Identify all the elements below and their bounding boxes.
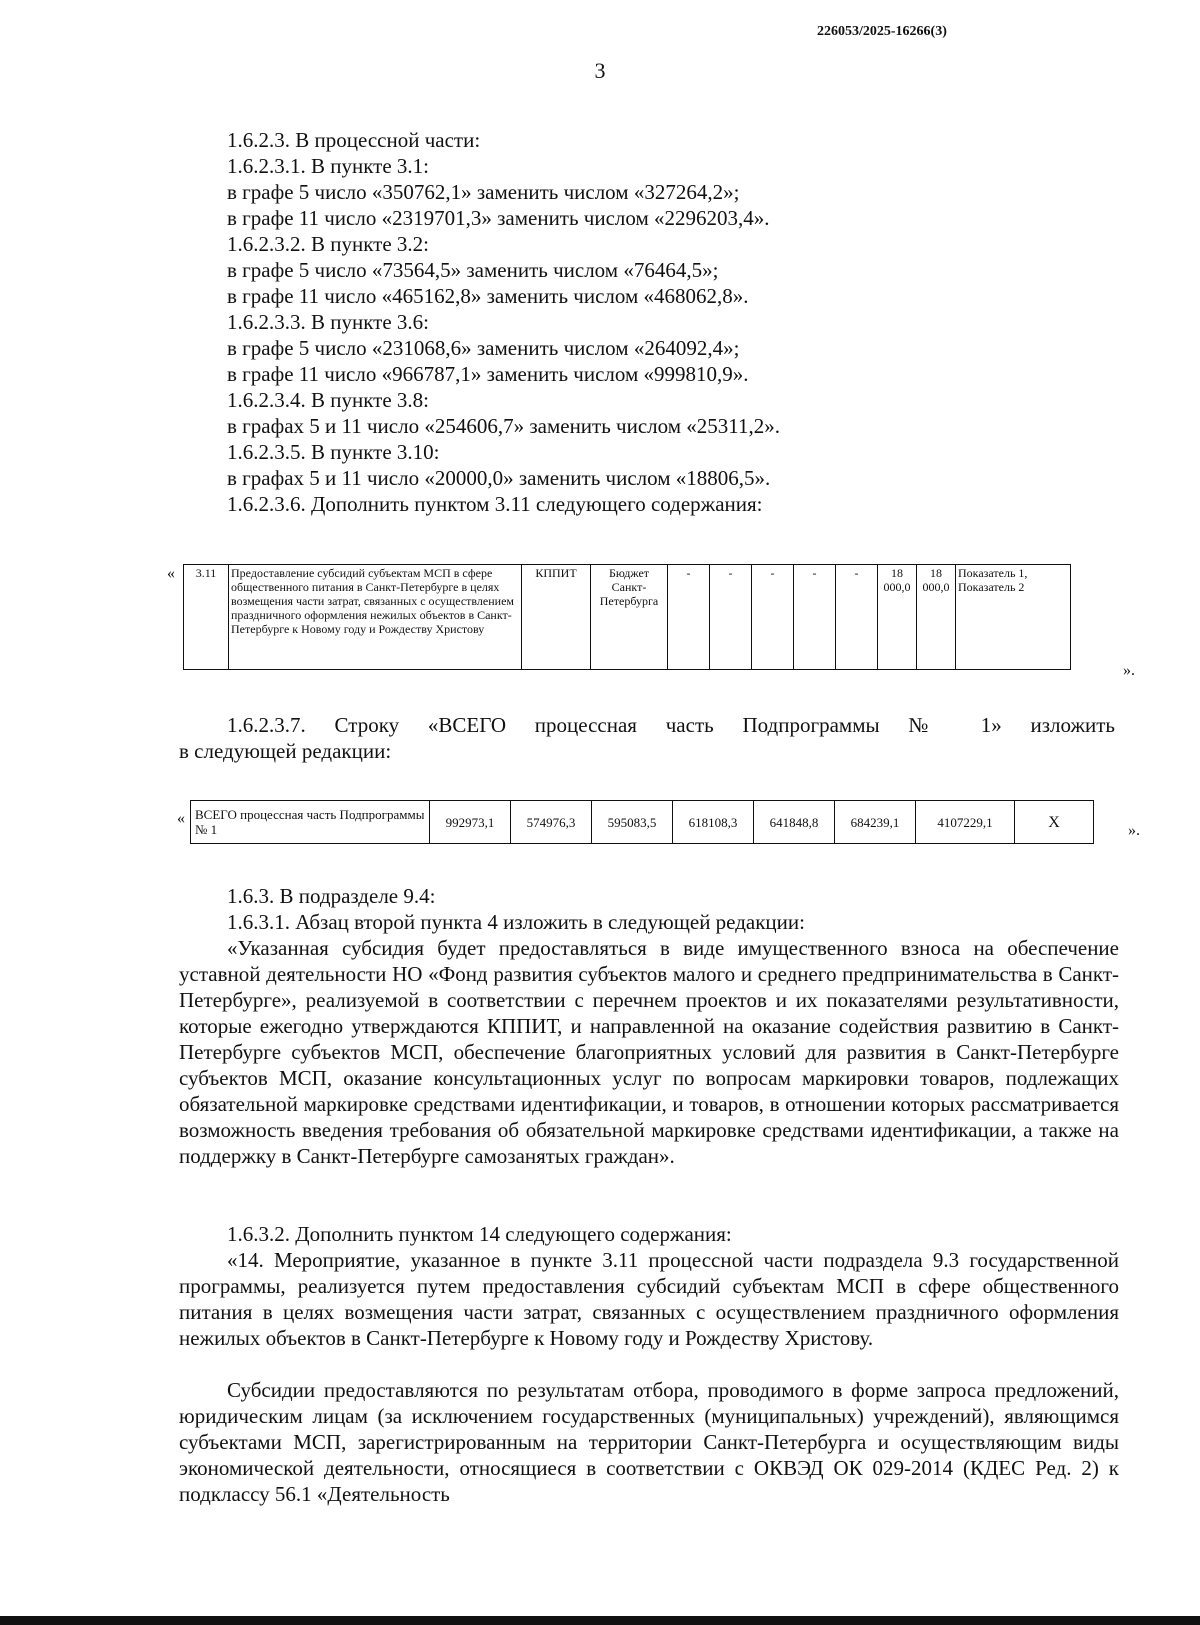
quoted-paragraph: «Указанная субсидия будет предоставляться в виде имущественного взноса на обеспечение уставной деятельности НО «Фонд развития субъектов малого и среднего предпринимательства в Санкт-Петербурге», реализуемой в соответствии с перечнем проектов и их показателями результативности, которые ежегодно утверждаются КППИТ, и направленной на оказание содействия развитию в Санкт-Петербурге субъектов МСП, обеспечение благоприятных условий для развития в Санкт-Петербурге субъектов МСП, оказание консультационных услуг по вопросам маркировки товаров, подлежащих обязательной маркировке средствами идентификации, и товаров, в отношении которых рассматривается возможность введения требования об обязательной маркировке средствами идентификации, а также на поддержку в Санкт-Петербурге самозанятых граждан». [179,936,1119,1168]
text-line: в графах 5 и 11 число «20000,0» заменить числом «18806,5». [227,466,771,490]
item-14-paragraph: «14. Мероприятие, указанное в пункте 3.11 процессной части подраздела 9.3 государственной программы, реализуется путем предоставления субсидий субъектам МСП в сфере общественного питания в целях возмещения части затрат, связанных с осуществлением праздничного оформления нежилых объектов в Санкт-Петербурге к Новому году и Рождеству Христову. [179,1248,1119,1350]
text-line: 1.6.2.3.1. В пункте 3.1: [227,154,429,178]
table-total-row [190,800,1094,844]
page-number: 3 [594,58,606,83]
text-line: 1.6.2.3.3. В пункте 3.6: [227,310,429,334]
table-cell: Х [1015,801,1094,844]
text-line: 1.6.2.3.7. Строку «ВСЕГО процессная часть Подпрограммы № 1» изложить [227,713,1115,737]
table-cell: - [836,565,878,670]
table-item-3-11 [183,564,1071,670]
text-line: 1.6.2.3.6. Дополнить пунктом 3.11 следующего содержания: [227,492,763,516]
table-row [191,801,1094,844]
table-cell: ВСЕГО процессная часть Подпрограммы № 1 [191,801,430,844]
text-line: 1.6.2.3.2. В пункте 3.2: [227,232,429,256]
table-cell: 4107229,1 [916,801,1015,844]
table-cell: 3.11 [184,565,229,670]
table-cell: Показатель 1, Показатель 2 [956,565,1071,670]
text-line: в графах 5 и 11 число «254606,7» заменить числом «25311,2». [227,414,781,438]
table-cell: КППИТ [522,565,591,670]
table-cell: Бюджет Санкт-Петербурга [591,565,668,670]
text-line: в графе 11 число «2319701,3» заменить числом «2296203,4». [227,206,770,230]
table-cell: 18 000,0 [878,565,917,670]
table-row [184,565,1071,670]
table-cell: 618108,3 [673,801,754,844]
open-quote: « [177,810,185,827]
text-line: в графе 11 число «966787,1» заменить числом «999810,9». [227,362,749,386]
table-cell: 18 000,0 [917,565,956,670]
table-cell: - [752,565,794,670]
text-line: 1.6.3.2. Дополнить пунктом 14 следующего содержания: [227,1222,732,1246]
text-line: 1.6.2.3.5. В пункте 3.10: [227,440,440,464]
text-line: в графе 11 число «465162,8» заменить числом «468062,8». [227,284,749,308]
text-line: 1.6.3.1. Абзац второй пункта 4 изложить в следующей редакции: [227,910,805,934]
text-line: в графе 5 число «231068,6» заменить числом «264092,4»; [227,336,740,360]
scan-edge [0,1616,1200,1625]
close-quote: ». [1128,822,1140,839]
text-line: в следующей редакции: [179,739,392,763]
table-cell: 992973,1 [430,801,511,844]
table-cell: 641848,8 [754,801,835,844]
table-cell: 684239,1 [835,801,916,844]
text-line: в графе 5 число «73564,5» заменить числом «76464,5»; [227,258,719,282]
table-cell: 595083,5 [592,801,673,844]
text-line: в графе 5 число «350762,1» заменить числом «327264,2»; [227,180,740,204]
table-cell: 574976,3 [511,801,592,844]
table-cell: - [668,565,710,670]
paragraph-first-line [227,712,1115,738]
text-line: 1.6.3. В подразделе 9.4: [227,884,436,908]
text-line: 1.6.2.3. В процессной части: [227,128,481,152]
open-quote: « [167,565,175,582]
table-cell: Предоставление субсидий субъектам МСП в сфере общественного питания в Санкт-Петербурге в целях возмещения части затрат, связанных с осуществлением праздничного оформления нежилых объектов в Санкт-Петербурге к Новому году и Рождеству Христову [229,565,522,670]
close-quote: ». [1123,662,1135,679]
table-cell: - [794,565,836,670]
text-line: 1.6.2.3.4. В пункте 3.8: [227,388,429,412]
document-id: 226053/2025-16266(3) [817,24,947,39]
subsidy-paragraph: Субсидии предоставляются по результатам отбора, проводимого в форме запроса предложений, юридическим лицам (за исключением государственных (муниципальных) учреждений), являющимся субъектами МСП, зарегистрированным на территории Санкт-Петербурга и осуществляющим виды экономической деятельности, относящиеся в соответствии с ОКВЭД ОК 029-2014 (КДЕС Ред. 2) к подклассу 56.1 «Деятельность [179,1378,1119,1506]
table-cell: - [710,565,752,670]
